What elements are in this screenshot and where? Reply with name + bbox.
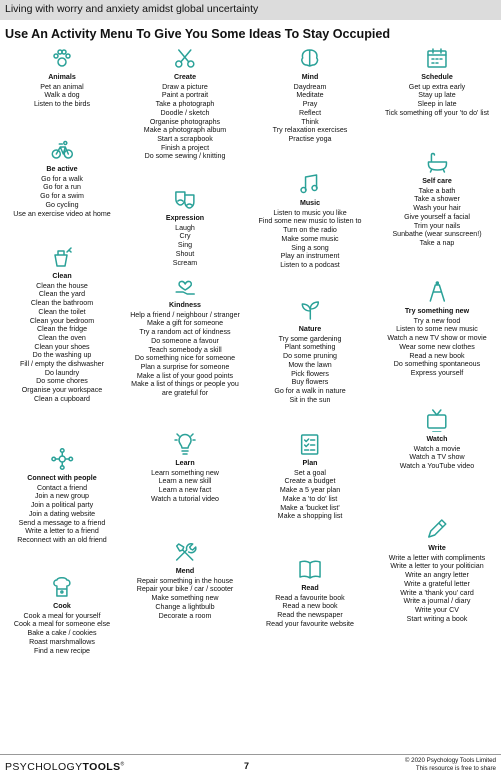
activity-item: Clean the oven: [38, 333, 86, 342]
activity-item: Set a goal: [294, 468, 326, 477]
activity-item: Take a bath: [418, 186, 456, 195]
activity-item: Do the washing up: [32, 351, 92, 360]
activity-item: Turn on the radio: [283, 226, 337, 235]
calendar-icon: [425, 46, 449, 70]
lightbulb-icon: [173, 432, 197, 456]
activity-item: Go cycling: [45, 200, 79, 209]
activity-item: Make a list of things or people you: [131, 380, 239, 389]
activity-item: Listen to the birds: [34, 100, 90, 109]
top-banner: [0, 0, 501, 20]
activity-item: Express yourself: [410, 368, 464, 377]
activity-item: Sing a song: [291, 243, 329, 252]
activity-item: Sleep in late: [417, 100, 457, 109]
activity-item: Clean the bathroom: [30, 299, 94, 308]
activity-item: Sit in the sun: [289, 395, 331, 404]
activity-item: Organise photographs: [149, 117, 221, 126]
activity-item: Read a new book: [409, 351, 465, 360]
brain-icon: [298, 46, 322, 70]
activity-category: [17, 447, 107, 545]
activity-item: Doodle / sketch: [160, 108, 210, 117]
activity-item: Make a 5 year plan: [279, 486, 341, 495]
activity-item: Give yourself a facial: [404, 212, 470, 221]
activity-category: [151, 432, 219, 504]
category-heading: Cook: [53, 602, 71, 610]
activity-item: Do something spontaneous: [393, 360, 481, 369]
activity-item: Clean your bedroom: [29, 316, 95, 325]
activity-item: Do some chores: [36, 377, 88, 386]
activity-item: Try some gardening: [278, 334, 342, 343]
tv-icon: [425, 408, 449, 432]
activity-item: Read the newspaper: [277, 611, 343, 620]
activity-item: Read a new book: [282, 602, 338, 611]
activity-item: Find some new music to listen to: [258, 217, 362, 226]
heart-hand-icon: [173, 274, 197, 298]
activity-category: [34, 46, 90, 109]
category-heading: Animals: [48, 73, 76, 81]
activity-item: Read a favourite book: [275, 593, 345, 602]
category-heading: Read: [301, 584, 319, 592]
activity-item: Cook a meal for someone else: [13, 620, 111, 629]
activity-item: Do some pruning: [282, 352, 338, 361]
activity-category: [144, 46, 226, 161]
activity-item: Get up extra early: [408, 82, 466, 91]
activity-item: Make a gift for someone: [146, 319, 224, 328]
activity-category: [20, 245, 104, 404]
activity-item: Draw a picture: [162, 82, 208, 91]
activity-item: Go for a swim: [40, 192, 84, 201]
activity-category: [166, 187, 204, 267]
footer: [0, 754, 501, 779]
activity-item: Make a 'to do' list: [282, 494, 338, 503]
banner-text: Living with worry and anxiety amidst global uncertainty: [5, 3, 259, 15]
category-heading: Mend: [175, 567, 195, 575]
category-heading: Be active: [46, 165, 78, 173]
activity-category: [130, 274, 240, 398]
activity-item: Walk a dog: [44, 91, 80, 100]
activity-item: Cook a meal for yourself: [23, 611, 101, 620]
activity-item: Stay up late: [418, 91, 456, 100]
activity-item: Change a lightbulb: [155, 602, 215, 611]
category-heading: Create: [173, 73, 197, 81]
activity-item: Repair something in the house: [136, 576, 234, 585]
activity-category: [278, 432, 343, 521]
activity-item: Watch a YouTube video: [399, 462, 475, 471]
pen-icon: [425, 517, 449, 541]
activity-item: Try a new food: [413, 316, 461, 325]
activity-item: Take a photograph: [155, 100, 215, 109]
activity-item: Learn a new fact: [158, 486, 212, 495]
category-heading: Clean: [52, 272, 72, 280]
activity-category: [385, 46, 489, 118]
activity-item: Do something nice for someone: [134, 354, 236, 363]
activity-item: Sing: [177, 241, 193, 250]
activity-item: Scream: [172, 258, 198, 267]
activity-item: Wash your hair: [413, 204, 461, 213]
activity-item: Listen to some new music: [396, 325, 478, 334]
page-number: 7: [244, 761, 250, 771]
activity-item: Contact a friend: [36, 483, 88, 492]
activity-item: Meditate: [296, 91, 324, 100]
activity-item: Think: [301, 117, 319, 126]
activity-item: Practise yoga: [288, 134, 332, 143]
activity-item: Plant something: [284, 343, 336, 352]
category-heading: Kindness: [169, 301, 201, 309]
activity-item: Read your favourite website: [266, 619, 354, 628]
activity-item: Trim your nails: [413, 221, 461, 230]
activity-item: Fill / empty the dishwasher: [20, 360, 104, 369]
chef-icon: [50, 575, 74, 599]
activity-item: Roast marshmallows: [29, 637, 95, 646]
activity-category: [389, 517, 485, 623]
sprout-icon: [298, 298, 322, 322]
category-heading: Nature: [298, 325, 322, 333]
activity-item: Make a list of your good points: [136, 371, 234, 380]
activity-item: Watch a TV show: [409, 453, 465, 462]
activity-item: Listen to music you like: [273, 208, 347, 217]
brand-logo: PSYCHOLOGYTOOLS®: [5, 761, 125, 773]
activity-item: Clean the house: [36, 281, 88, 290]
activity-item: Do someone a favour: [151, 336, 219, 345]
activity-category: [387, 280, 486, 378]
activity-item: Do some sewing / knitting: [144, 152, 226, 161]
activity-item: Join a political party: [30, 501, 94, 510]
activity-item: Bake a cake / cookies: [27, 629, 97, 638]
activity-item: Listen to a podcast: [280, 260, 340, 269]
compass-icon: [425, 280, 449, 304]
category-heading: Plan: [302, 459, 318, 467]
activity-item: Write a journal / diary: [403, 597, 471, 606]
activity-item: Wear some new clothes: [399, 342, 475, 351]
activity-item: Pet an animal: [40, 82, 84, 91]
activity-item: Shout: [175, 249, 195, 258]
activity-item: Write a letter to your politician: [390, 562, 484, 571]
activity-item: Reconnect with an old friend: [17, 535, 107, 544]
activity-item: Go for a walk in nature: [274, 386, 346, 395]
activity-item: Paint a portrait: [161, 91, 209, 100]
page-title: Use An Activity Menu To Give You Some Ideas To Stay Occupied: [5, 27, 391, 41]
activity-item: Play an instrument: [280, 252, 340, 261]
activity-item: Help a friend / neighbour / stranger: [130, 310, 240, 319]
activity-item: Cry: [179, 232, 191, 241]
category-heading: Expression: [165, 214, 205, 222]
activity-item: Make a photograph album: [143, 126, 227, 135]
activity-item: Write a letter with compliments: [388, 553, 486, 562]
activity-item: Mow the lawn: [288, 360, 332, 369]
activity-item: Send a message to a friend: [18, 518, 106, 527]
activity-item: Decorate a room: [158, 611, 212, 620]
activity-item: Laugh: [175, 223, 195, 232]
copyright-notice: © 2020 Psychology Tools Limited This resource is free to share: [404, 757, 496, 772]
category-heading: Schedule: [421, 73, 453, 81]
activity-item: Buy flowers: [291, 378, 329, 387]
activity-category: [266, 557, 354, 629]
activity-item: Sunbathe (wear sunscreen!): [392, 230, 482, 239]
activity-item: Make something new: [151, 594, 219, 603]
activity-item: Daydream: [293, 82, 327, 91]
activity-item: Join a new group: [34, 492, 90, 501]
activity-item: Take a shower: [414, 195, 460, 204]
activity-item: Do laundry: [44, 368, 80, 377]
activity-category: [13, 138, 110, 218]
activity-item: Pray: [302, 100, 318, 109]
activity-item: Try relaxation exercises: [272, 126, 348, 135]
activity-category: [259, 172, 362, 270]
activity-item: Write a 'thank you' card: [400, 588, 474, 597]
activity-item: Go for a run: [43, 183, 81, 192]
activity-item: Organise your workspace: [21, 386, 103, 395]
activity-item: Go for a walk: [41, 174, 83, 183]
activity-item: Pick flowers: [291, 369, 329, 378]
activity-item: Clean the fridge: [36, 325, 88, 334]
activity-category: [14, 575, 110, 655]
activity-item: Clean the yard: [38, 290, 86, 299]
checklist-icon: [298, 432, 322, 456]
activity-item: Make a 'bucket list': [280, 503, 340, 512]
activity-category: [392, 150, 481, 248]
category-heading: Write: [428, 544, 446, 552]
activity-category: [400, 408, 474, 471]
activity-item: Watch a tutorial video: [151, 494, 219, 503]
activity-category: [137, 540, 234, 620]
activity-item: Clean a cupboard: [33, 394, 91, 403]
category-heading: Learn: [175, 459, 195, 467]
activity-item: Write a grateful letter: [404, 579, 470, 588]
activity-item: Make some music: [281, 234, 339, 243]
activity-item: Learn a new skill: [158, 477, 212, 486]
activity-item: Make a shopping list: [277, 512, 343, 521]
activity-item: Find a new recipe: [34, 646, 90, 655]
category-heading: Try something new: [404, 307, 470, 315]
bath-icon: [425, 150, 449, 174]
bicycle-icon: [50, 138, 74, 162]
open-book-icon: [298, 557, 322, 581]
activity-item: Learn something new: [151, 468, 219, 477]
cleaning-bucket-icon: [50, 245, 74, 269]
activity-category: [274, 298, 345, 404]
category-heading: Connect with people: [27, 474, 97, 482]
category-heading: Watch: [426, 435, 448, 443]
activity-item: Write a letter to a friend: [25, 527, 99, 536]
category-heading: Self care: [422, 177, 452, 185]
activity-item: Clean your shoes: [34, 342, 90, 351]
activity-item: Join a dating website: [28, 509, 96, 518]
music-note-icon: [298, 172, 322, 196]
activity-item: Tick something off your 'to do' list: [384, 108, 490, 117]
tools-icon: [173, 540, 197, 564]
paw-icon: [50, 46, 74, 70]
activity-item: are grateful for: [161, 389, 209, 398]
activity-item: Reflect: [298, 108, 322, 117]
masks-icon: [173, 187, 197, 211]
network-icon: [50, 447, 74, 471]
activity-item: Try a random act of kindness: [139, 328, 231, 337]
category-heading: Music: [299, 199, 321, 207]
activity-item: Plan a surprise for someone: [140, 362, 230, 371]
activity-item: Take a nap: [419, 238, 455, 247]
activity-item: Repair your bike / car / scooter: [136, 585, 234, 594]
activity-item: Watch a new TV show or movie: [387, 334, 487, 343]
activity-item: Finish a project: [160, 143, 210, 152]
activity-item: Use an exercise video at home: [13, 209, 111, 218]
activity-item: Write an angry letter: [405, 571, 469, 580]
activity-item: Clean the toilet: [38, 307, 86, 316]
activity-category: [273, 46, 348, 144]
activity-item: Start writing a book: [406, 614, 468, 623]
activity-item: Teach somebody a skill: [148, 345, 222, 354]
category-heading: Mind: [301, 73, 319, 81]
activity-item: Start a scrapbook: [157, 134, 213, 143]
activity-item: Create a budget: [284, 477, 336, 486]
scissors-icon: [173, 46, 197, 70]
activity-item: Write your CV: [414, 605, 460, 614]
activity-item: Watch a movie: [413, 444, 461, 453]
